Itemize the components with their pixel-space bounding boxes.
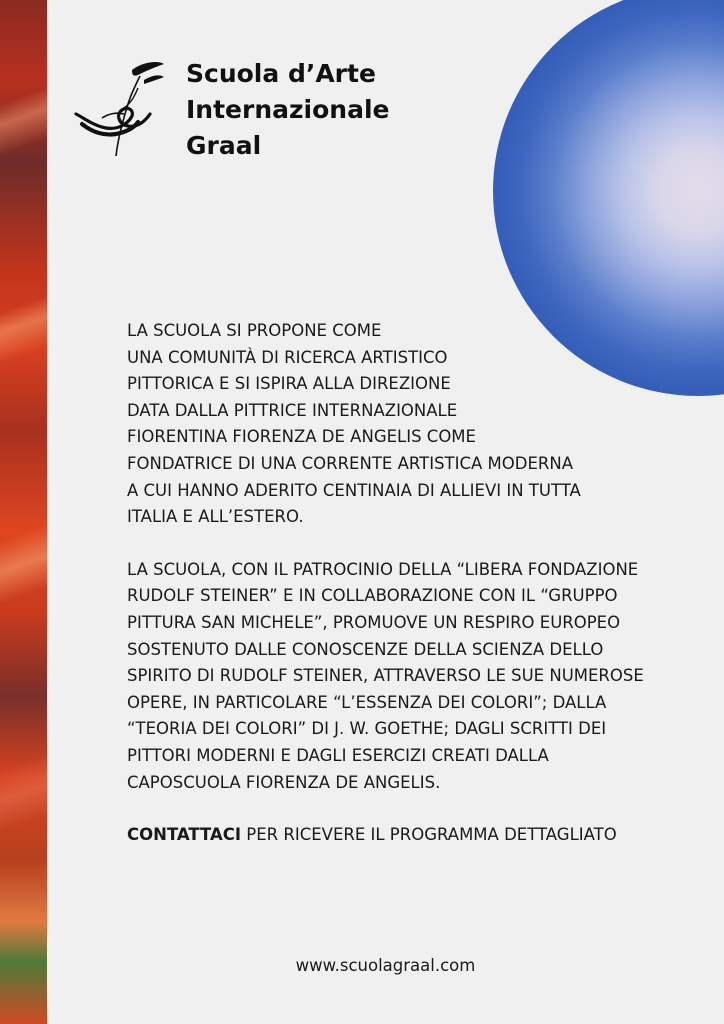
website-link[interactable]: www.scuolagraal.com — [295, 956, 476, 975]
text-line: SPIRITO DI RUDOLF STEINER, ATTRAVERSO LE SUE NUMEROSE — [127, 666, 644, 686]
brush-stroke-logo-icon — [72, 58, 168, 166]
text-line: ITALIA E ALL’ESTERO. — [127, 507, 304, 527]
text-line: UNA COMUNITÀ DI RICERCA ARTISTICO — [127, 347, 448, 367]
contact-line — [127, 822, 717, 849]
text-line: FIORENTINA FIORENZA DE ANGELIS COME — [127, 427, 476, 447]
text-line: SOSTENUTO DALLE CONOSCENZE DELLA SCIENZA DELLO — [127, 639, 604, 659]
text-line: PITTORICA E SI ISPIRA ALLA DIREZIONE — [127, 374, 451, 394]
text-line: LA SCUOLA, CON IL PATROCINIO DELLA “LIBERA FONDAZIONE — [127, 559, 639, 579]
school-title-line-3: Graal — [186, 131, 262, 160]
text-line: FONDATRICE DI UNA CORRENTE ARTISTICA MODERNA — [127, 453, 573, 473]
school-title-line-1: Scuola d’Arte — [186, 59, 376, 88]
text-line: PITTURA SAN MICHELE”, PROMUOVE UN RESPIRO EUROPEO — [127, 612, 621, 632]
contact-call-to-action[interactable]: CONTATTACI — [127, 825, 242, 845]
text-line: RUDOLF STEINER” E IN COLLABORAZIONE CON IL “GRUPPO — [127, 586, 618, 606]
intro-paragraph — [127, 318, 717, 531]
contact-description: PER RICEVERE IL PROGRAMMA DETTAGLIATO — [241, 825, 617, 845]
text-line: LA SCUOLA SI PROPONE COME — [127, 321, 382, 340]
school-title-line-2: Internazionale — [186, 95, 390, 124]
text-line: PITTORI MODERNI E DAGLI ESERCIZI CREATI DALLA — [127, 745, 549, 765]
text-line: CAPOSCUOLA FIORENZA DE ANGELIS. — [127, 772, 441, 792]
text-line: OPERE, IN PARTICOLARE “L’ESSENZA DEI COLORI”; DALLA — [127, 692, 607, 712]
school-title — [186, 56, 390, 164]
patronage-paragraph — [127, 557, 717, 796]
text-line: DATA DALLA PITTRICE INTERNAZIONALE — [127, 400, 458, 420]
text-line: “TEORIA DEI COLORI” DI J. W. GOETHE; DAGLI SCRITTI DEI — [127, 719, 607, 739]
main-text — [127, 318, 717, 865]
painted-side-strip — [0, 0, 47, 1024]
text-line: A CUI HANNO ADERITO CENTINAIA DI ALLIEVI IN TUTTA — [127, 480, 581, 500]
